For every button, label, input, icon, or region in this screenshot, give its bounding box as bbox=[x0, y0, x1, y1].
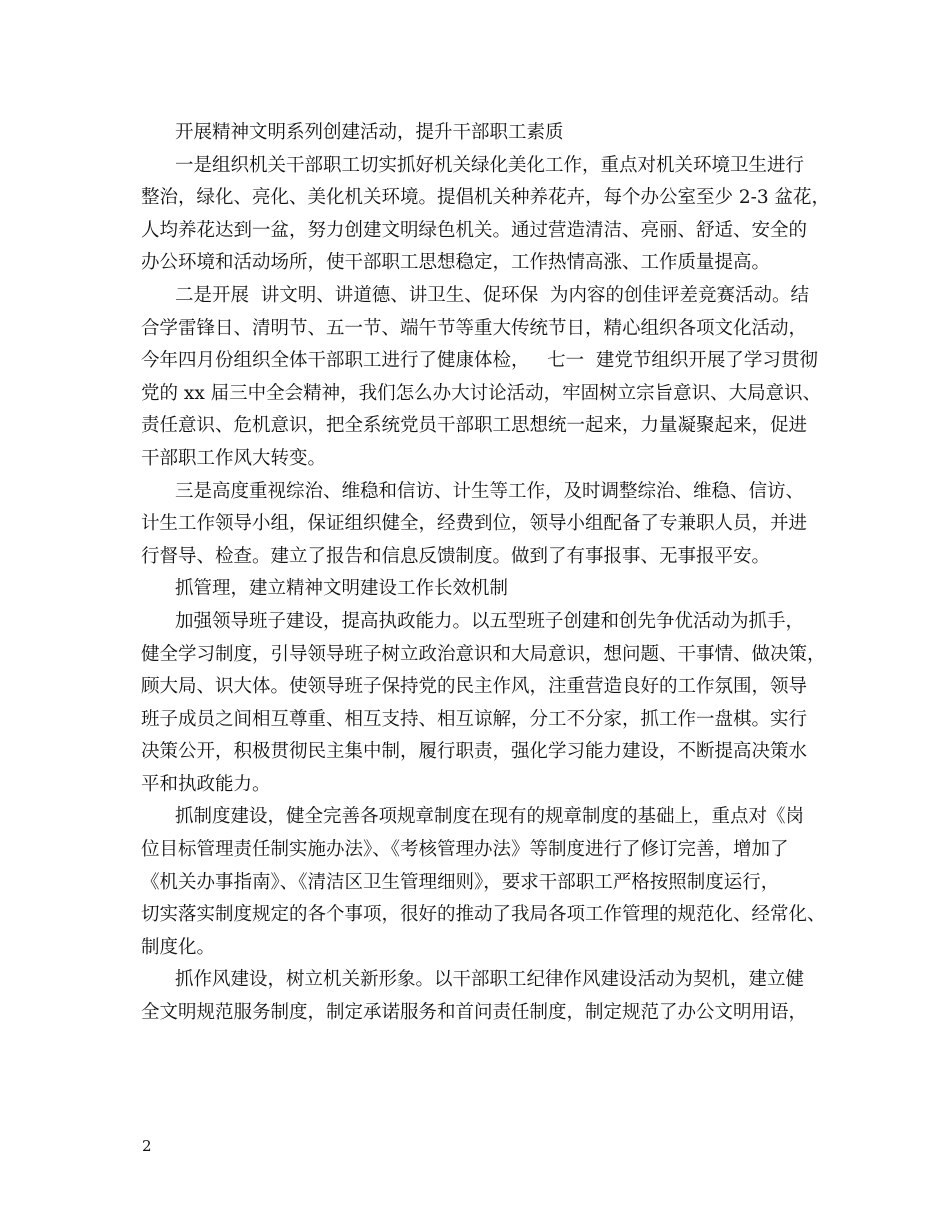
text-line: 健全学习制度，引导领导班子树立政治意识和大局意识，想问题、干事情、做决策， bbox=[141, 643, 826, 665]
text-line: 整治，绿化、亮化、美化机关环境。提倡机关种养花卉，每个办公室至少 2-3 盆花， bbox=[141, 187, 831, 209]
page-number: 2 bbox=[142, 1137, 152, 1155]
text-line: 位目标管理责任制实施办法》、《考核管理办法》等制度进行了修订完善，增加了 bbox=[141, 839, 789, 861]
text-line: 抓管理，建立精神文明建设工作长效机制 bbox=[175, 578, 509, 600]
paragraph bbox=[141, 573, 821, 606]
text-line: 加强领导班子建设，提高执政能力。以五型班子创建和创先争优活动为抓手， bbox=[175, 610, 805, 632]
text-line: 决策公开，积极贯彻民主集中制，履行职责，强化学习能力建设，不断提高决策水 bbox=[141, 741, 808, 763]
text-line: 干部职工作风大转变。 bbox=[141, 447, 327, 469]
text-line: 抓制度建设，健全完善各项规章制度在现有的规章制度的基础上，重点对《岗 bbox=[175, 806, 805, 828]
paragraph bbox=[141, 150, 831, 280]
text-line: 计生工作领导小组，保证组织健全，经费到位，领导小组配备了专兼职人员，并进 bbox=[141, 513, 808, 535]
document-body bbox=[141, 117, 831, 1030]
text-line: 全文明规范服务制度，制定承诺服务和首问责任制度，制定规范了办公文明用语， bbox=[141, 1002, 808, 1024]
text-line: 二是开展 讲文明、讲道德、讲卫生、促环保 为内容的创佳评差竞赛活动。结 bbox=[175, 284, 810, 306]
text-line: 平和执政能力。 bbox=[141, 773, 271, 795]
text-line: 人均养花达到一盆，努力创建文明绿色机关。通过营造清洁、亮丽、舒适、安全的 bbox=[141, 219, 808, 241]
text-line: 顾大局、识大体。使领导班子保持党的民主作风，注重营造良好的工作氛围，领导 bbox=[141, 676, 808, 698]
paragraph bbox=[141, 280, 821, 476]
paragraph bbox=[141, 801, 826, 964]
text-line: 今年四月份组织全体干部职工进行了健康体检， 七一 建党节组织开展了学习贯彻 bbox=[141, 350, 818, 372]
text-line: 合学雷锋日、清明节、五一节、端午节等重大传统节日，精心组织各项文化活动， bbox=[141, 317, 808, 339]
text-line: 三是高度重视综治、维稳和信访、计生等工作，及时调整综治、维稳、信访、 bbox=[175, 480, 805, 502]
text-line: 行督导、检查。建立了报告和信息反馈制度。做到了有事报事、无事报平安。 bbox=[141, 545, 771, 567]
text-line: 切实落实制度规定的各个事项，很好的推动了我局各项工作管理的规范化、经常化、 bbox=[141, 904, 826, 926]
paragraph bbox=[141, 606, 826, 802]
text-line: 制度化。 bbox=[141, 936, 216, 958]
text-line: 《机关办事指南》、《清洁区卫生管理细则》，要求干部职工严格按照制度运行， bbox=[141, 871, 780, 893]
paragraph bbox=[141, 964, 821, 1029]
text-line: 一是组织机关干部职工切实抓好机关绿化美化工作，重点对机关环境卫生进行 bbox=[175, 154, 805, 176]
text-line: 开展精神文明系列创建活动，提升干部职工素质 bbox=[175, 122, 564, 143]
text-line: 班子成员之间相互尊重、相互支持、相互谅解，分工不分家，抓工作一盘棋。实行 bbox=[141, 708, 808, 730]
text-line: 责任意识、危机意识，把全系统党员干部职工思想统一起来，力量凝聚起来，促进 bbox=[141, 415, 808, 437]
paragraph bbox=[141, 476, 821, 574]
text-line: 办公环境和活动场所，使干部职工思想稳定，工作热情高涨、工作质量提高。 bbox=[141, 252, 771, 274]
paragraph bbox=[141, 117, 821, 150]
text-line: 党的 xx 届三中全会精神，我们怎么办大讨论活动，牢固树立宗旨意识、大局意识、 bbox=[141, 382, 822, 404]
text-line: 抓作风建设，树立机关新形象。以干部职工纪律作风建设活动为契机，建立健 bbox=[175, 969, 805, 991]
